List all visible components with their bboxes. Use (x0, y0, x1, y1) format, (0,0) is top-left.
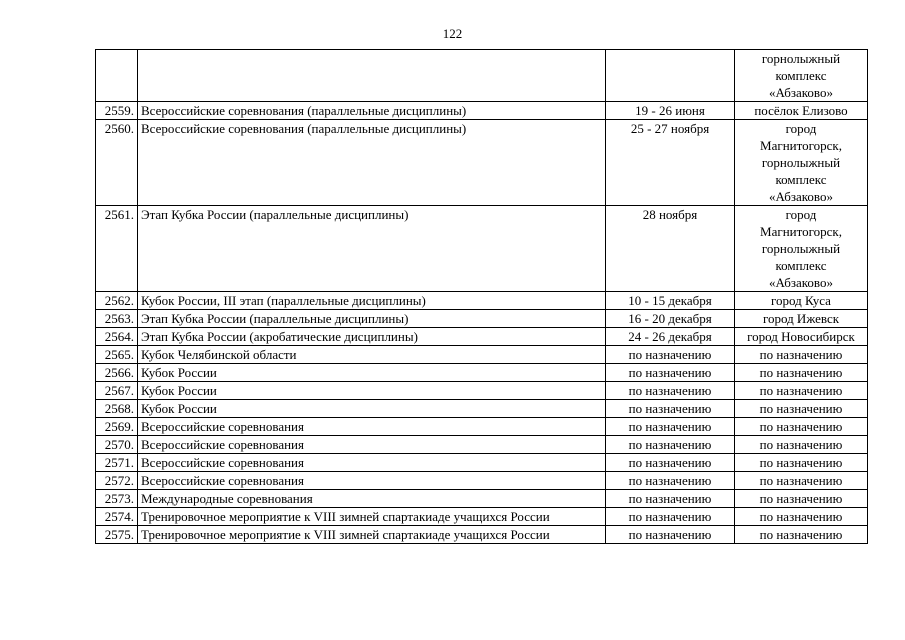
event-name: Кубок Челябинской области (138, 346, 606, 364)
event-place-line: по назначению (759, 473, 843, 488)
event-place-line: по назначению (759, 455, 843, 470)
event-name: Всероссийские соревнования (138, 436, 606, 454)
event-place (735, 364, 868, 382)
event-date: по назначению (606, 382, 735, 400)
event-place-line: по назначению (759, 401, 843, 416)
event-place (735, 526, 868, 544)
table-row (96, 382, 868, 400)
table-row (96, 472, 868, 490)
row-number: 2566. (96, 364, 138, 382)
event-place-line: «Абзаково» (769, 189, 833, 204)
row-number (96, 50, 138, 102)
table-row (96, 454, 868, 472)
table-row (96, 418, 868, 436)
event-date: по назначению (606, 418, 735, 436)
event-name: Всероссийские соревнования (138, 418, 606, 436)
row-number: 2568. (96, 400, 138, 418)
table-row (96, 364, 868, 382)
event-place-line: город Новосибирск (747, 329, 855, 344)
event-name: Тренировочное мероприятие к VIII зимней спартакиаде учащихся России (138, 526, 606, 544)
event-place-line: Магнитогорск, (760, 138, 842, 153)
event-place-line: по назначению (759, 347, 843, 362)
event-name: Кубок России (138, 400, 606, 418)
row-number: 2561. (96, 206, 138, 292)
page-number: 122 (442, 26, 463, 41)
event-date: по назначению (606, 526, 735, 544)
event-date: 10 - 15 декабря (606, 292, 735, 310)
event-place (735, 310, 868, 328)
event-place-line: горнолыжный (761, 241, 841, 256)
table-row (96, 508, 868, 526)
event-place-line: город (785, 121, 817, 136)
table-row (96, 436, 868, 454)
event-date (606, 50, 735, 102)
row-number: 2567. (96, 382, 138, 400)
row-number: 2560. (96, 120, 138, 206)
event-name (138, 50, 606, 102)
event-place-line: комплекс (775, 258, 827, 273)
event-place (735, 206, 868, 292)
event-date: по назначению (606, 454, 735, 472)
event-place-line: «Абзаково» (769, 275, 833, 290)
event-place-line: Магнитогорск, (760, 224, 842, 239)
event-name: Международные соревнования (138, 490, 606, 508)
event-place-line: по назначению (759, 365, 843, 380)
event-place-line: по назначению (759, 419, 843, 434)
table-row (96, 310, 868, 328)
table-row (96, 346, 868, 364)
event-place-line: по назначению (759, 509, 843, 524)
event-place (735, 436, 868, 454)
table-row (96, 292, 868, 310)
event-place (735, 454, 868, 472)
row-number: 2562. (96, 292, 138, 310)
row-number: 2575. (96, 526, 138, 544)
event-date: по назначению (606, 472, 735, 490)
table-row (96, 102, 868, 120)
event-name: Всероссийские соревнования (138, 454, 606, 472)
event-place-line: по назначению (759, 527, 843, 542)
event-place (735, 508, 868, 526)
event-place-line: «Абзаково» (769, 85, 833, 100)
row-number: 2565. (96, 346, 138, 364)
event-place (735, 382, 868, 400)
event-date: 28 ноября (606, 206, 735, 292)
event-place (735, 418, 868, 436)
event-place (735, 490, 868, 508)
event-place (735, 472, 868, 490)
event-date: 19 - 26 июня (606, 102, 735, 120)
events-table (95, 49, 868, 544)
event-place (735, 50, 868, 102)
table-row (96, 328, 868, 346)
event-place-line: посёлок Елизово (754, 103, 848, 118)
event-name: Тренировочное мероприятие к VIII зимней спартакиаде учащихся России (138, 508, 606, 526)
event-name: Всероссийские соревнования (параллельные дисциплины) (138, 102, 606, 120)
event-place-line: комплекс (775, 172, 827, 187)
event-place (735, 400, 868, 418)
event-date: по назначению (606, 400, 735, 418)
table-row (96, 400, 868, 418)
event-date: по назначению (606, 508, 735, 526)
event-place (735, 292, 868, 310)
event-place (735, 120, 868, 206)
row-number: 2563. (96, 310, 138, 328)
event-place-line: город Куса (771, 293, 831, 308)
row-number: 2570. (96, 436, 138, 454)
event-date: 25 - 27 ноября (606, 120, 735, 206)
table-row (96, 206, 868, 292)
event-place-line: по назначению (759, 437, 843, 452)
event-name: Всероссийские соревнования (параллельные дисциплины) (138, 120, 606, 206)
event-name: Кубок России, III этап (параллельные дисциплины) (138, 292, 606, 310)
row-number: 2573. (96, 490, 138, 508)
table-row (96, 120, 868, 206)
event-place-line: по назначению (759, 491, 843, 506)
row-number: 2569. (96, 418, 138, 436)
event-place-line: город (785, 207, 817, 222)
event-name: Кубок России (138, 364, 606, 382)
event-place-line: горнолыжный (761, 51, 841, 66)
event-place-line: город Ижевск (762, 311, 840, 326)
event-place (735, 328, 868, 346)
row-number: 2572. (96, 472, 138, 490)
event-place (735, 102, 868, 120)
table-row (96, 526, 868, 544)
row-number: 2571. (96, 454, 138, 472)
event-name: Этап Кубка России (акробатические дисциплины) (138, 328, 606, 346)
table-row (96, 50, 868, 102)
event-name: Всероссийские соревнования (138, 472, 606, 490)
event-date: 16 - 20 декабря (606, 310, 735, 328)
event-place (735, 346, 868, 364)
event-place-line: комплекс (775, 68, 827, 83)
row-number: 2559. (96, 102, 138, 120)
event-date: по назначению (606, 436, 735, 454)
events-table-body (96, 50, 868, 544)
event-place-line: по назначению (759, 383, 843, 398)
row-number: 2564. (96, 328, 138, 346)
event-name: Кубок России (138, 382, 606, 400)
event-date: по назначению (606, 490, 735, 508)
event-date: по назначению (606, 364, 735, 382)
event-date: по назначению (606, 346, 735, 364)
event-name: Этап Кубка России (параллельные дисциплины) (138, 310, 606, 328)
event-place-line: горнолыжный (761, 155, 841, 170)
event-name: Этап Кубка России (параллельные дисциплины) (138, 206, 606, 292)
event-date: 24 - 26 декабря (606, 328, 735, 346)
table-row (96, 490, 868, 508)
row-number: 2574. (96, 508, 138, 526)
